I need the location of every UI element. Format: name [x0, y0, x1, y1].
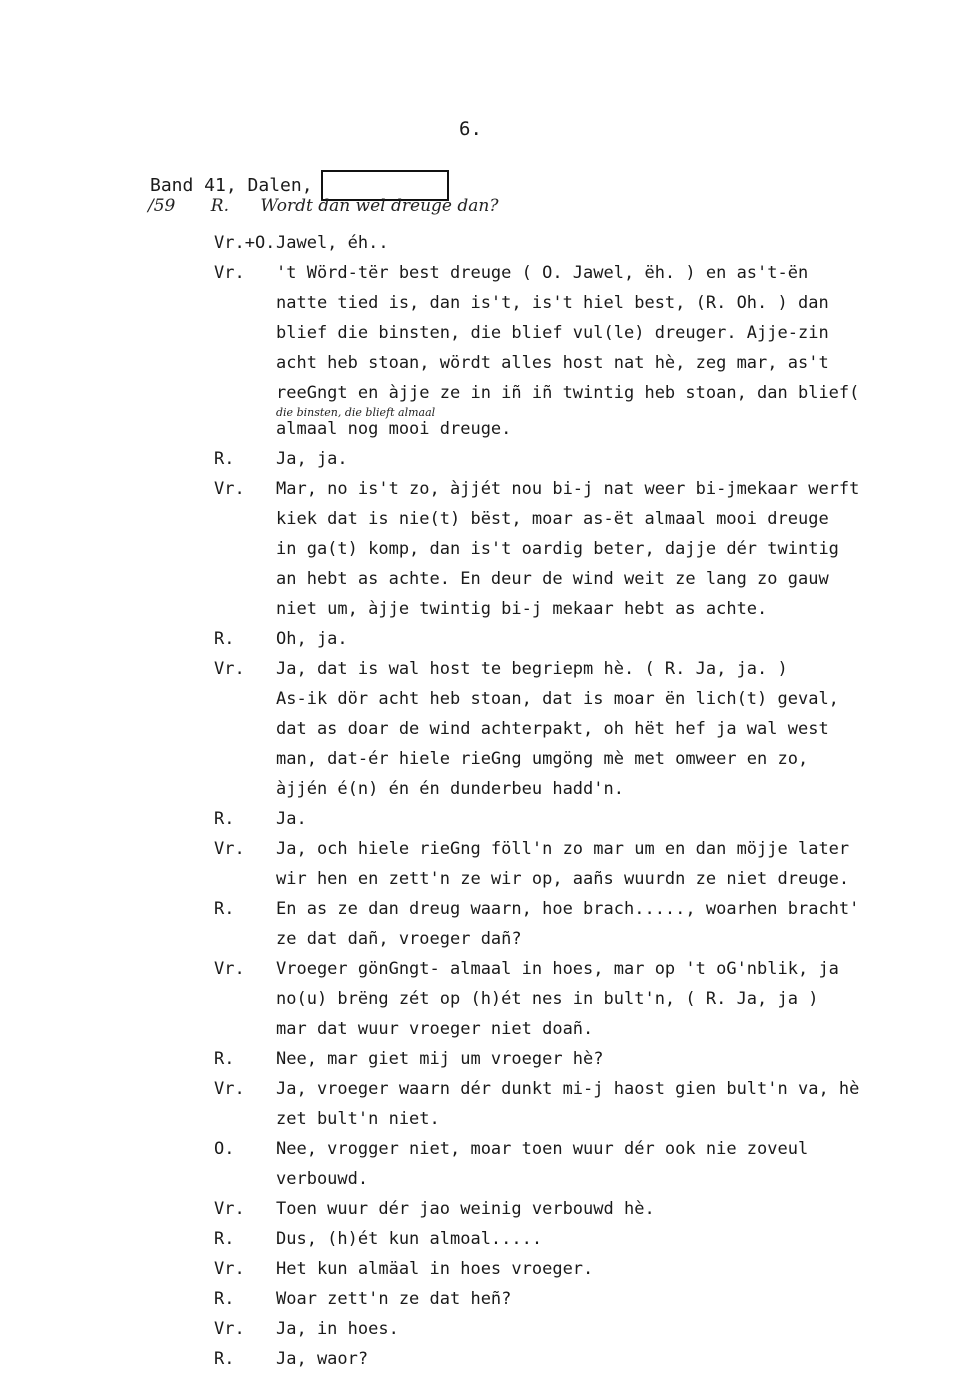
utterance-line: Dus, (h)ét kun almoal.....: [276, 1229, 543, 1249]
utterance-text: [276, 1134, 979, 1194]
dialogue-turn: [214, 1224, 979, 1254]
utterance-text: [276, 1194, 979, 1224]
dialogue-turn: [214, 954, 979, 1044]
dialogue-turn: [214, 228, 979, 258]
utterance-line: Oh, ja.: [276, 629, 348, 649]
speaker-label: R.: [214, 1349, 235, 1369]
utterance-line: zet bult'n niet.: [276, 1109, 440, 1129]
speaker-label: R.: [214, 899, 235, 919]
transcript-body: [214, 228, 979, 1374]
utterance-text: [276, 1044, 979, 1074]
utterance-line: almaal nog mooi dreuge.: [276, 419, 512, 439]
utterance-text: [276, 954, 979, 1044]
dialogue-turn: [214, 834, 979, 894]
utterance-line: verbouwd.: [276, 1169, 369, 1189]
utterance-line: En as ze dan dreug waarn, hoe brach....., woarhen bracht': [276, 899, 860, 919]
utterance-line: Ja, in hoes.: [276, 1319, 399, 1339]
speaker-label: Vr.: [214, 1199, 245, 1219]
page-number: 6.: [459, 118, 482, 140]
dialogue-turn: [214, 1344, 979, 1374]
utterance-text: [276, 624, 979, 654]
utterance-line: Ja.: [276, 809, 307, 829]
dialogue-turn: [214, 258, 979, 444]
utterance-line: àjjén é(n) én én dunderbeu hadd'n.: [276, 779, 624, 799]
dialogue-turn: [214, 1134, 979, 1194]
speaker-label: R.: [214, 629, 235, 649]
utterance-line: Ja, dat is wal host te begriepm hè. ( R. Ja, ja. ): [276, 659, 788, 679]
dialogue-turn: [214, 654, 979, 804]
utterance-line: natte tied is, dan is't, is't hiel best, (R. Oh. ) dan: [276, 293, 829, 313]
utterance-line: mar dat wuur vroeger niet doañ.: [276, 1019, 594, 1039]
utterance-text: [276, 444, 979, 474]
utterance-text: [276, 1284, 979, 1314]
speaker-label: Vr.: [214, 1259, 245, 1279]
utterance-text: [276, 1314, 979, 1344]
utterance-text: [276, 804, 979, 834]
speaker-label: Vr.: [214, 839, 245, 859]
speaker-label: Vr.: [214, 1319, 245, 1339]
utterance-text: [276, 834, 979, 894]
utterance-line: Toen wuur dér jao weinig verbouwd hè.: [276, 1199, 655, 1219]
dialogue-turn: [214, 1194, 979, 1224]
utterance-text: [276, 228, 979, 258]
utterance-line: As-ik dör acht heb stoan, dat is moar ën lich(t) geval,: [276, 689, 839, 709]
utterance-text: [276, 654, 979, 804]
utterance-text: [276, 1074, 979, 1134]
speaker-label: Vr.+O.: [214, 233, 276, 253]
utterance-line: in ga(t) komp, dan is't oardig beter, dajje dér twintig: [276, 539, 839, 559]
utterance-line: 't Wörd-tër best dreuge ( O. Jawel, ëh. ) en as't-ën: [276, 263, 809, 283]
utterance-text: [276, 894, 979, 954]
utterance-line: Ja, ja.: [276, 449, 348, 469]
utterance-line: man, dat-ér hiele rieGng umgöng mè met omweer en zo,: [276, 749, 809, 769]
utterance-text: [276, 258, 979, 444]
handwritten-speaker: R.: [210, 196, 229, 216]
utterance-text: [276, 474, 979, 624]
dialogue-turn: [214, 624, 979, 654]
utterance-line: no(u) brëng zét op (h)ét nes in bult'n, ( R. Ja, ja ): [276, 989, 819, 1009]
utterance-line: Woar zett'n ze dat heñ?: [276, 1289, 512, 1309]
utterance-line: reeGngt en àjje ze in iñ iñ twintig heb stoan, dan blief(: [276, 383, 860, 403]
utterance-line: acht heb stoan, wördt alles host nat hè, zeg mar, as't: [276, 353, 829, 373]
speaker-label: Vr.: [214, 263, 245, 283]
utterance-line: dat as doar de wind achterpakt, oh hët hef ja wal west: [276, 719, 829, 739]
dialogue-turn: [214, 1074, 979, 1134]
dialogue-turn: [214, 894, 979, 954]
handwritten-question: [148, 196, 498, 216]
handwritten-reference: /59: [148, 196, 176, 216]
utterance-line: Jawel, éh..: [276, 233, 389, 253]
utterance-line: Mar, no is't zo, àjjét nou bi-j nat weer bi-jmekaar werft: [276, 479, 860, 499]
speaker-label: R.: [214, 1049, 235, 1069]
utterance-line: Vroeger gönGngt- almaal in hoes, mar op 't oG'nblik, ja: [276, 959, 839, 979]
speaker-label: R.: [214, 1289, 235, 1309]
speaker-label: R.: [214, 809, 235, 829]
dialogue-turn: [214, 804, 979, 834]
utterance-line: blief die binsten, die blief vul(le) dreuger. Ajje-zin: [276, 323, 829, 343]
header-label: Band 41, Dalen,: [150, 175, 313, 196]
dialogue-turn: [214, 474, 979, 624]
utterance-line: Ja, waor?: [276, 1349, 369, 1369]
speaker-label: R.: [214, 1229, 235, 1249]
utterance-text: [276, 1344, 979, 1374]
utterance-line: Nee, mar giet mij um vroeger hè?: [276, 1049, 604, 1069]
utterance-line: Het kun almäal in hoes vroeger.: [276, 1259, 594, 1279]
handwritten-question-text: Wordt dan wel dreuge dan?: [260, 196, 499, 216]
utterance-line: niet um, àjje twintig bi-j mekaar hebt as achte.: [276, 599, 768, 619]
utterance-line: Nee, vrogger niet, moar toen wuur dér ook nie zoveul: [276, 1139, 809, 1159]
speaker-label: O.: [214, 1139, 235, 1159]
speaker-label: R.: [214, 449, 235, 469]
utterance-text: [276, 1224, 979, 1254]
dialogue-turn: [214, 1044, 979, 1074]
dialogue-turn: [214, 1254, 979, 1284]
speaker-label: Vr.: [214, 959, 245, 979]
handwritten-gloss: die binsten, die blieft almaal: [276, 406, 436, 419]
utterance-line: Ja, vroeger waarn dér dunkt mi-j haost gien bult'n va, hè: [276, 1079, 860, 1099]
utterance-line: ze dat dañ, vroeger dañ?: [276, 929, 522, 949]
dialogue-turn: [214, 444, 979, 474]
utterance-line: Ja, och hiele rieGng föll'n zo mar um en dan möjje later: [276, 839, 850, 859]
speaker-label: Vr.: [214, 659, 245, 679]
utterance-line: wir hen en zett'n ze wir op, aañs wuurdn ze niet dreuge.: [276, 869, 850, 889]
speaker-label: Vr.: [214, 1079, 245, 1099]
speaker-label: Vr.: [214, 479, 245, 499]
utterance-text: [276, 1254, 979, 1284]
utterance-line: an hebt as achte. En deur de wind weit ze lang zo gauw: [276, 569, 829, 589]
dialogue-turn: [214, 1314, 979, 1344]
utterance-line: kiek dat is nie(t) bëst, moar as-ët almaal mooi dreuge: [276, 509, 829, 529]
dialogue-turn: [214, 1284, 979, 1314]
